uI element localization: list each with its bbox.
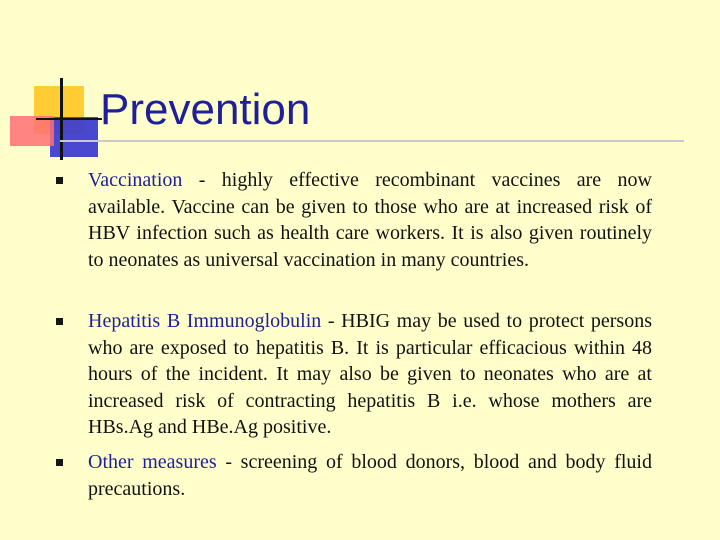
bullet-term: Vaccination: [88, 169, 183, 191]
deco-pink-square: [10, 116, 54, 146]
square-bullet-icon: [56, 318, 63, 325]
square-bullet-icon: [56, 177, 63, 184]
bullet-item-immunoglobulin: [56, 308, 656, 441]
bullet-text: [88, 167, 652, 273]
bullet-text: [88, 308, 652, 441]
bullet-description: - screening of blood donors, blood and body fluid precautions.: [88, 451, 652, 500]
bullet-text: [88, 449, 652, 502]
slide-title: Prevention: [100, 85, 311, 134]
bullet-description: - highly effective recombinant vaccines are now available. Vaccine can be given to those who are at increased risk of HBV infection such as health care workers. It is also given routinely to neonates as universal vaccination in many countries.: [88, 169, 652, 271]
bullet-term: Hepatitis B Immunoglobulin: [88, 310, 322, 332]
bullet-item-other-measures: [56, 449, 656, 502]
bullet-item-vaccination: [56, 167, 656, 273]
deco-horizontal-line: [36, 118, 102, 120]
deco-blue-square: [50, 117, 98, 157]
bullet-term: Other measures: [88, 451, 217, 473]
title-divider: [60, 140, 684, 142]
bullet-description: - HBIG may be used to protect persons who are exposed to hepatitis B. It is particular efficacious within 48 hours of the incident. It may also be given to neonates who are at increased risk of contracting hepatitis B i.e. whose mothers are HBs.Ag and HBe.Ag positive.: [88, 310, 652, 438]
square-bullet-icon: [56, 459, 63, 466]
